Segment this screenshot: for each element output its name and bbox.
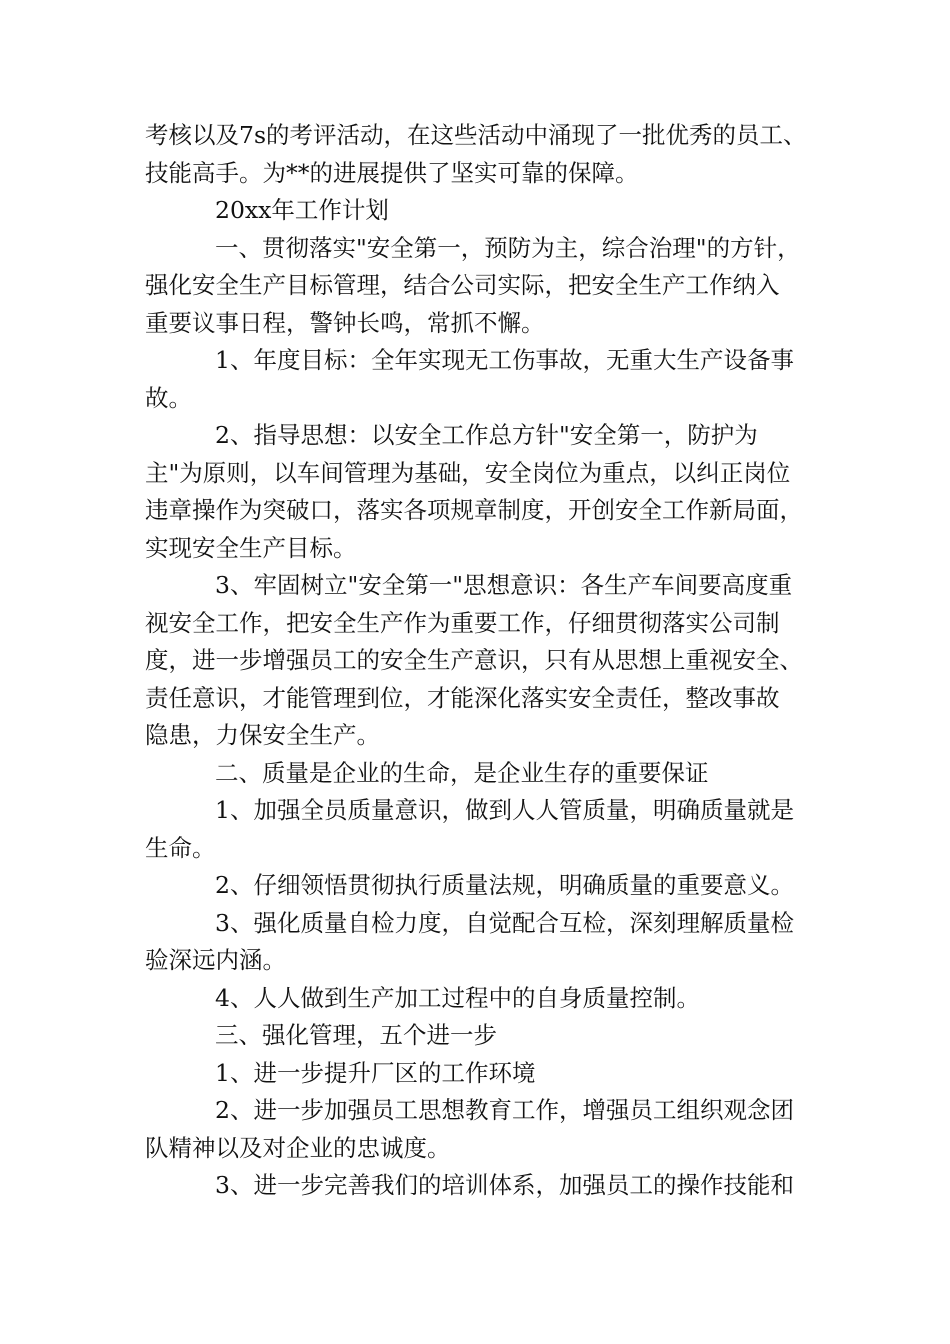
text-line: 4、人人做到生产加工过程中的自身质量控制。 — [215, 983, 700, 1012]
text-line: 故。 — [145, 383, 192, 412]
text-line: 3、进一步完善我们的培训体系，加强员工的操作技能和 — [215, 1171, 794, 1199]
text-line: 责任意识，才能管理到位，才能深化落实安全责任，整改事故 — [145, 683, 780, 712]
text-line: 3、强化质量自检力度，自觉配合互检，深刻理解质量检 — [215, 908, 794, 937]
text-line: 考核以及7s的考评活动，在这些活动中涌现了一批优秀的员工、 — [145, 121, 807, 149]
document-body — [145, 117, 810, 1205]
text-line: 三、强化管理，五个进一步 — [215, 1021, 497, 1049]
text-line: 实现安全生产目标。 — [145, 533, 357, 562]
text-line: 违章操作为突破口，落实各项规章制度，开创安全工作新局面， — [145, 496, 803, 524]
text-line: 二、质量是企业的生命，是企业生存的重要保证 — [215, 758, 709, 787]
text-line: 3、牢固树立"安全第一"思想意识：各生产车间要高度重 — [215, 571, 793, 599]
text-line: 主"为原则，以车间管理为基础，安全岗位为重点，以纠正岗位 — [145, 458, 791, 487]
text-line: 度，进一步增强员工的安全生产意识，只有从思想上重视安全、 — [145, 646, 803, 674]
text-line: 验深远内涵。 — [145, 946, 286, 974]
text-line: 1、年度目标：全年实现无工伤事故，无重大生产设备事 — [215, 346, 794, 374]
text-line: 2、进一步加强员工思想教育工作，增强员工组织观念团 — [215, 1096, 794, 1124]
text-line: 1、进一步提升厂区的工作环境 — [215, 1058, 536, 1087]
text-line: 隐患，力保安全生产。 — [145, 721, 380, 749]
text-line: 生命。 — [145, 833, 216, 862]
text-line: 1、加强全员质量意识，做到人人管质量，明确质量就是 — [215, 796, 794, 824]
text-line: 一、贯彻落实"安全第一，预防为主，综合治理"的方针， — [215, 233, 801, 262]
text-line: 强化安全生产目标管理，结合公司实际，把安全生产工作纳入 — [145, 271, 780, 299]
text-line: 2、仔细领悟贯彻执行质量法规，明确质量的重要意义。 — [215, 871, 794, 899]
text-line: 20xx年工作计划 — [215, 196, 389, 224]
text-line: 2、指导思想：以安全工作总方针"安全第一，防护为 — [215, 421, 758, 449]
text-line: 技能高手。为**的进展提供了坚实可靠的保障。 — [145, 158, 639, 187]
text-line: 队精神以及对企业的忠诚度。 — [145, 1133, 451, 1162]
text-line: 重要议事日程，警钟长鸣，常抓不懈。 — [145, 308, 545, 337]
text-line: 视安全工作，把安全生产作为重要工作，仔细贯彻落实公司制 — [145, 608, 780, 637]
